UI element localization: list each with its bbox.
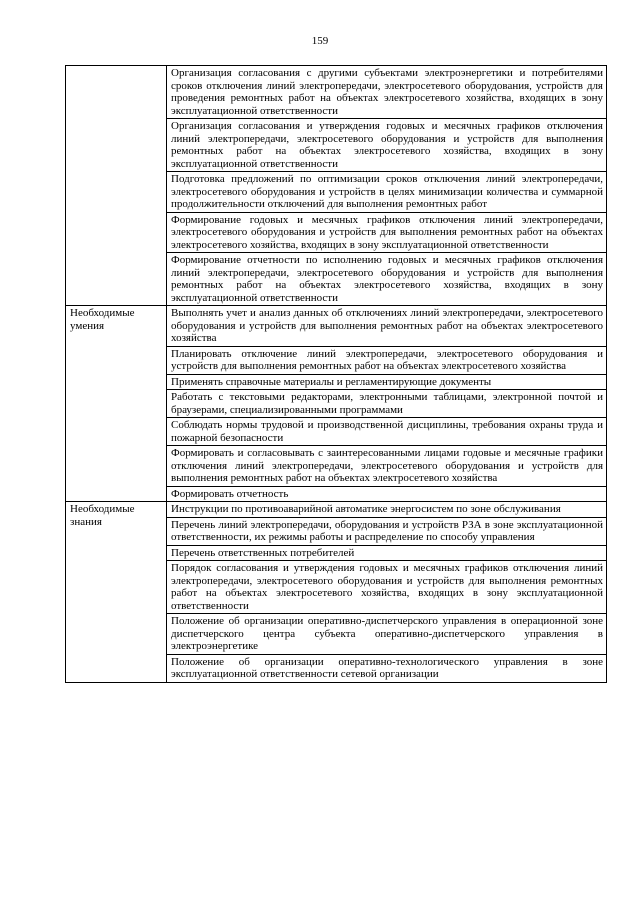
requirement-text: Инструкции по противоаварийной автоматике энергосистем по зоне обслуживания — [167, 502, 607, 518]
requirement-text: Формировать и согласовывать с заинтересованными лицами годовые и месячные графики отключения линий электропередачи, электросетевого оборудования и устройств для выполнения ремонтных работ на объектах электросетевого хозяйства — [167, 446, 607, 487]
requirement-text: Перечень линий электропередачи, оборудования и устройств РЗА в зоне эксплуатационной ответственности, их режимы работы и распределение по способу управления — [167, 517, 607, 545]
requirement-text: Планировать отключение линий электропередачи, электросетевого оборудования и устройств для выполнения ремонтных работ на объектах электросетевого хозяйства — [167, 346, 607, 374]
requirement-text: Формирование годовых и месячных графиков отключения линий электропередачи, электросетевого оборудования и устройств для выполнения ремонтных работ на объектах электросетевого хозяйства, входящих в зону эксплуатационной ответственности — [167, 212, 607, 253]
requirement-text: Организация согласования с другими субъектами электроэнергетики и потребителями сроков отключения линий электропередачи, электросетевого оборудования, устройств для проведения ремонтных работ на объектах электросетевого хозяйства, входящих в зону эксплуатационной ответственности — [167, 66, 607, 119]
requirement-text: Соблюдать нормы трудовой и производственной дисциплины, требования охраны труда и пожарной безопасности — [167, 418, 607, 446]
requirement-text: Перечень ответственных потребителей — [167, 545, 607, 561]
requirement-text: Работать с текстовыми редакторами, электронными таблицами, электронной почтой и браузерами, специализированными программами — [167, 390, 607, 418]
table-body — [66, 66, 607, 683]
page-number: 159 — [311, 35, 329, 47]
requirement-text: Порядок согласования и утверждения годовых и месячных графиков отключения линий электропередачи, электросетевого оборудования и устройств для выполнения ремонтных работ на объектах электросетевого хозяйства, входящих в зону эксплуатационной ответственности — [167, 561, 607, 614]
table-row — [66, 306, 607, 347]
requirement-text: Подготовка предложений по оптимизации сроков отключения линий электропередачи, электросетевого оборудования и устройств в целях минимизации количества и суммарной продолжительности отключений для выполнения ремонтных работ — [167, 172, 607, 213]
section-label: Необходимые умения — [66, 306, 167, 502]
requirement-text: Применять справочные материалы и регламентирующие документы — [167, 374, 607, 390]
section-label — [66, 66, 167, 306]
requirement-text: Формировать отчетность — [167, 486, 607, 502]
competency-table — [65, 65, 607, 683]
section-label: Необходимые знания — [66, 502, 167, 683]
requirement-text: Положение об организации оперативно-диспетчерского управления в операционной зоне диспетчерского центра субъекта оперативно-диспетчерского управления в электроэнергетике — [167, 614, 607, 655]
requirement-text: Формирование отчетности по исполнению годовых и месячных графиков отключения линий электропередачи, электросетевого оборудования и устройств для выполнения ремонтных работ на объектах электросетевого хозяйства, входящих в зону эксплуатационной ответственности — [167, 253, 607, 306]
requirement-text: Выполнять учет и анализ данных об отключениях линий электропередачи, электросетевого оборудования и устройств для выполнения ремонтных работ на объектах электросетевого хозяйства — [167, 306, 607, 347]
requirement-text: Положение об организации оперативно-технологического управления в зоне эксплуатационной ответственности сетевой организации — [167, 654, 607, 682]
requirement-text: Организация согласования и утверждения годовых и месячных графиков отключения линий электропередачи, электросетевого оборудования и устройств для выполнения ремонтных работ на объектах электросетевого хозяйства, входящих в зону эксплуатационной ответственности — [167, 119, 607, 172]
table-row — [66, 66, 607, 119]
table-row — [66, 502, 607, 518]
